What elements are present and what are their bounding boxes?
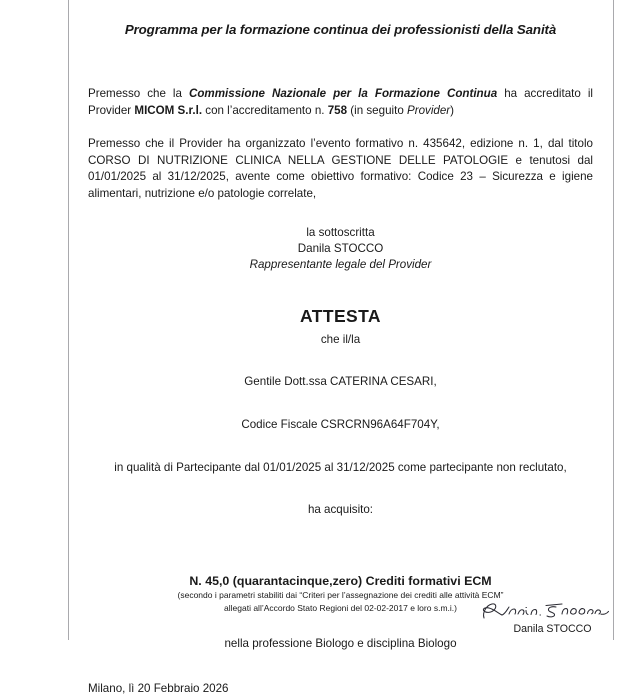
attestation-heading: ATTESTA xyxy=(300,305,381,326)
attestation-subheading: che il/la xyxy=(320,332,361,346)
recipient-participation: in qualità di Partecipante dal 01/01/2025 al 31/12/2025 come partecipante non reclutato, xyxy=(114,460,567,474)
page-left-margin-rule xyxy=(68,0,69,640)
undersigned-intro: la sottoscritta xyxy=(306,225,375,239)
provider-word: Provider xyxy=(407,103,451,117)
signer-printed-name: Danila STOCCO xyxy=(513,623,592,635)
accreditation-number: 758 xyxy=(327,103,348,117)
recipient-acquired: ha acquisito: xyxy=(307,502,374,516)
credits-profession-line: nella professione Biologo e disciplina Biologo xyxy=(224,636,457,650)
footer-place-date: Milano, lì 20 Febbraio 2026 xyxy=(88,681,229,695)
commission-name: Commissione Nazionale per la Formazione Continua xyxy=(188,86,498,100)
preamble-suffix-open: (in seguito xyxy=(347,103,407,117)
accreditation-text: con l’accreditamento n. xyxy=(202,103,328,117)
page-right-margin-rule xyxy=(613,0,614,640)
provider-name: MICOM S.r.l. xyxy=(134,103,203,117)
credits-note-line-2: allegati all’Accordo Stato Regioni del 02-02-2017 e loro s.m.i.) xyxy=(224,603,457,614)
handwritten-signature-icon xyxy=(478,598,628,624)
preamble-lead: Premesso che la xyxy=(88,86,189,100)
preamble-middle: ha accreditato il Provider xyxy=(88,86,593,117)
recipient-salutation: Gentile Dott.ssa CATERINA CESARI, xyxy=(244,374,437,388)
undersigned-role: Rappresentante legale del Provider xyxy=(249,258,432,272)
undersigned-name: Danila STOCCO xyxy=(297,241,384,255)
document-body xyxy=(88,0,593,695)
undersigned-block xyxy=(88,225,593,274)
preamble-suffix-close: ) xyxy=(450,103,455,117)
credits-headline: N. 45,0 (quarantacinque,zero) Crediti formativi ECM xyxy=(189,573,492,588)
credits-note-line-1: (secondo i parametri stabiliti dai “Criteri per l’assegnazione dei crediti alle attività ECM” xyxy=(177,589,504,600)
page-title: Programma per la formazione continua dei professionisti della Sanità xyxy=(124,22,557,37)
paragraph-provider-preamble xyxy=(88,86,593,119)
recipient-fiscal-code: Codice Fiscale CSRCRN96A64F704Y, xyxy=(241,417,440,431)
signature-block xyxy=(465,598,640,635)
paragraph-event-preamble: Premesso che il Provider ha organizzato l’evento formativo n. 435642, edizione n. 1, dal titolo CORSO DI NUTRIZIONE CLINICA NELLA GESTIONE DELLE PATOLOGIE e tenutosi dal 01/01/2025 al 31/12/2025, avente come obiettivo formativo: Codice 23 – Sicurezza e igiene alimentari, nutrizione e/o patologie correlate, xyxy=(88,137,593,200)
